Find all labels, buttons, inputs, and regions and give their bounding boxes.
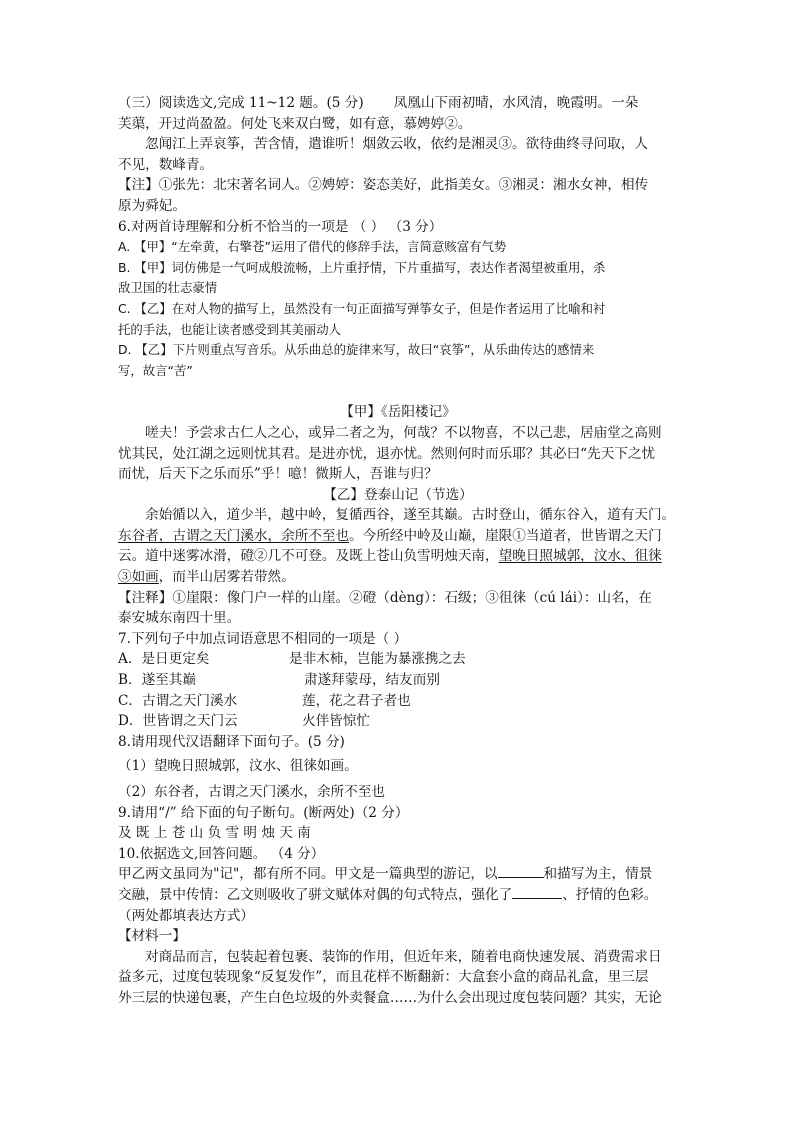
question-8-sentence-2: （2）东谷者，古谓之天门溪水，余所不至也 [118, 784, 385, 800]
text-jia-paragraph: 嗟夫！予尝求古仁人之心，或异二者之为，何哉？不以物喜，不以己悲，居庙堂之高则 [145, 424, 662, 441]
text-yi-paragraph: 云。道中迷雾冰滑，磴②几不可登。及既上苍山负雪明烛天南，望晚日照城郭，汶水、徂徕 [118, 548, 662, 565]
material-1-paragraph: 对商品而言，包装起着包裹、装饰的作用，但近年来，随着电商快速发展、消费需求日 [145, 948, 662, 965]
question-10-stem: 10.依据选文,回答问题。 （4 分） [118, 845, 325, 862]
question-6-option-d: D. 【乙】下片则重点写音乐。从乐曲总的旋律来写，故曰“哀筝”，从乐曲传达的感情来 [118, 342, 595, 358]
spacer [118, 381, 678, 402]
question-7-option-a: A．是日更定矣 是非木柿，岂能为暴涨携之去 [118, 651, 466, 668]
material-1-paragraph: 外三层的快递包裹，产生白色垃圾的外卖餐盒……为什么会出现过度包装问题？其实，无论 [118, 989, 662, 1006]
text-yi-paragraph: ③如画，而半山居雾若带然。 [118, 569, 295, 586]
question-7-option-b: B．遂至其巅 肃遂拜蒙母，结友而别 [118, 672, 440, 689]
question-8-stem: 8.请用现代汉语翻译下面句子。(5 分) [118, 733, 345, 750]
question-6-option-b: B. 【甲】词仿佛是一气呵成般流畅，上片重抒情，下片重描写，表达作者渴望被重用，杀 [118, 259, 606, 275]
question-10-line: 甲乙两文虽同为"记"，都有所不同。甲文是一篇典型的游记，以 和描写为主，情景 [118, 866, 653, 883]
underlined-sentence: ③如画 [118, 569, 159, 586]
section-header: （三）阅读选文,完成 11~12 题。(5 分) 凤凰山下雨初晴，水风清，晚霞明。一朵 [118, 95, 639, 111]
poem-jia-line: 芙蕖，开过尚盈盈。何处飞来双白鹭，如有意，慕娉婷②。 [118, 115, 472, 132]
text-yi-title: 【乙】登泰山记（节选） [323, 486, 473, 503]
question-6-option-a: A. 【甲】“左牵黄，右擎苍”运用了借代的修辞手法，言简意赅富有气势 [118, 239, 507, 255]
text-yi-note: 【注释】①崖限：像门户一样的山崖。②磴（dèng）：石级；③徂徕（cú lái）：山名，在 [118, 589, 652, 606]
question-7-option-c: C．古谓之天门溪水 莲，花之君子者也 [118, 692, 411, 709]
question-6-option-c: C. 【乙】在对人物的描写上，虽然没有一句正面描写弹筝女子，但是作者运用了比喻和衬 [118, 300, 606, 316]
question-10-note: （两处都填表达方式） [118, 907, 254, 924]
question-7-stem: 7.下列句子中加点词语意思不相同的一项是（ ） [118, 630, 408, 647]
material-1-paragraph: 益多元，过度包装现象“反复发作”，而且花样不断翻新：大盒套小盒的商品礼盒，里三层 [118, 969, 649, 986]
material-1-title: 【材料一】 [118, 928, 186, 945]
question-6-option-c-cont: 托的手法，也能让读者感受到其美丽动人 [118, 321, 342, 337]
question-10-line: 交融，景中传情：乙文则吸收了骈文赋体对偶的句式特点，强化了 、抒情的色彩。 [118, 886, 658, 903]
poem-note: 原为舜妃。 [118, 197, 186, 214]
question-7-option-d: D．世皆谓之天门云 火伴皆惊忙 [118, 713, 370, 730]
answer-blank[interactable] [498, 865, 544, 878]
poem-yi-line: 忽闻江上弄哀筝，苦含情，遣谁听！烟敛云收，依约是湘灵③。欲待曲终寻问取，人 [145, 136, 648, 153]
text-yi-paragraph: 东谷者，古谓之天门溪水，余所不至也。今所经中岭及山巅，崖限①当道者，世皆谓之天门 [118, 527, 662, 544]
question-8-sentence-1: （1）望晚日照城郭，汶水、徂徕如画。 [118, 758, 358, 775]
poem-yi-line: 不见，数峰青。 [118, 156, 214, 173]
text-jia-paragraph: 忧其民，处江湖之远则忧其君。是进亦忧，退亦忧。然则何时而乐耶？其必曰“先天下之忧 [118, 445, 656, 462]
question-9-stem: 9.请用“/” 给下面的句子断句。(断两处)（2 分） [118, 804, 409, 821]
poem-note: 【注】①张先：北宋著名词人。②娉婷：姿态美好，此指美女。③湘灵：湘水女神，相传 [118, 177, 649, 194]
question-6-stem: 6.对两首诗理解和分析不恰当的一项是 （ ） （3 分） [118, 218, 443, 235]
question-6-option-b-cont: 敌卫国的壮志豪情 [118, 280, 218, 296]
document-page [118, 93, 678, 1009]
text-yi-note: 泰安城东南四十里。 [118, 610, 241, 627]
text-yi-paragraph: 余始循以入，道少半，越中岭，复循西谷，遂至其巅。古时登山，循东谷入，道有天门。 [145, 507, 676, 524]
text-jia-title: 【甲】《岳阳楼记》 [340, 404, 456, 421]
underlined-sentence: 东谷者，古谓之天门溪水，余所不至也 [118, 527, 350, 544]
answer-blank[interactable] [512, 886, 562, 899]
text-jia-paragraph: 而忧，后天下之乐而乐”乎！噫！微斯人，吾谁与归？ [118, 466, 438, 483]
question-9-sentence: 及 既 上 苍 山 负 雪 明 烛 天 南 [118, 825, 311, 842]
question-6-option-d-cont: 写，故言“苦” [118, 362, 193, 378]
underlined-sentence: 望晚日照城郭，汶水、徂徕 [498, 548, 662, 565]
